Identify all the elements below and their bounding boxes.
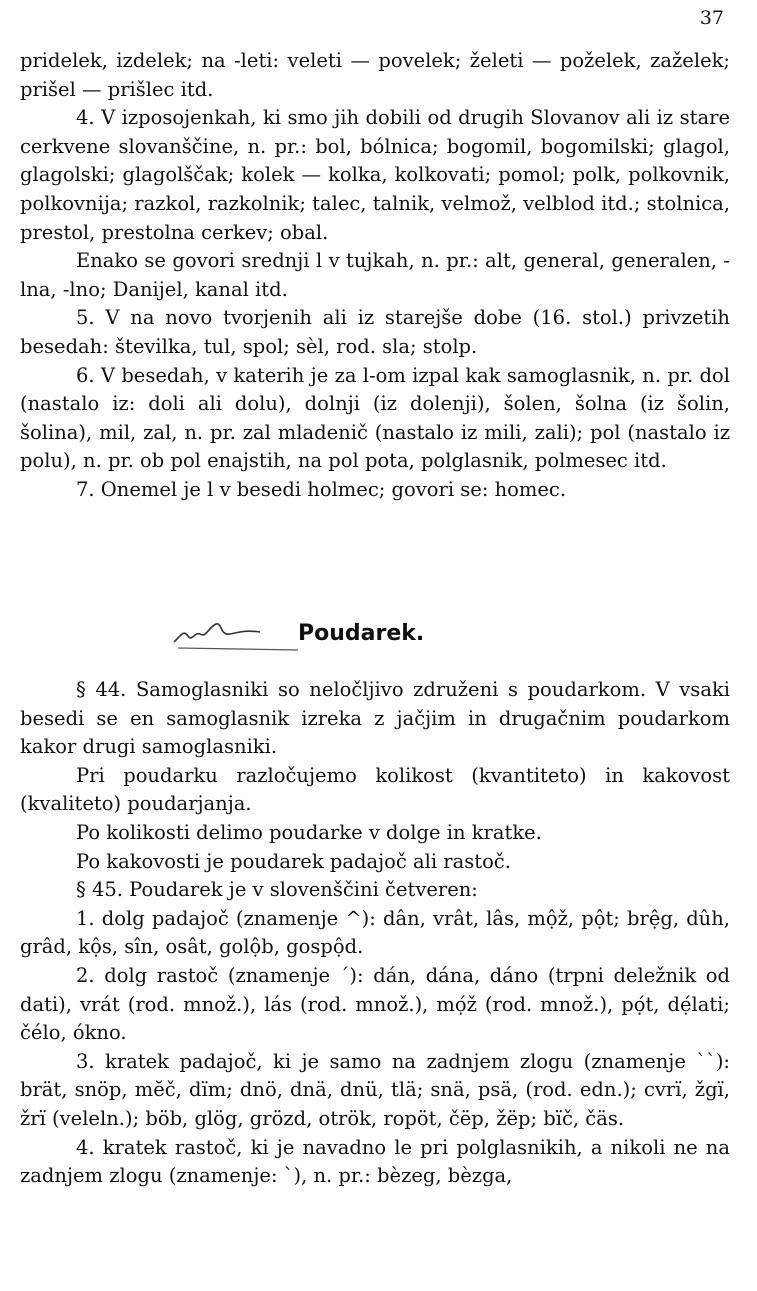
text-block-top [20, 47, 730, 505]
paragraph: 7. Onemel je l v besedi holmec; govori se: homec. [76, 477, 567, 501]
paragraph: Po kakovosti je poudarek padajoč ali rastoč. [76, 849, 511, 873]
section-heading: Poudarek. [298, 621, 425, 646]
paragraph: 1. dolg padajoč (znamenje ^): dân, vrât, lâs, mộž, pột; brệg, dûh, grâd, kộs, sîn, osât, golộb, gospộd. [20, 906, 730, 959]
paragraph: pridelek, izdelek; na -leti: veleti — povelek; želeti — poželek, zaželek; prišel — prišlec itd. [20, 49, 730, 101]
paragraph: 4. kratek rastoč, ki je navadno le pri polglasnikih, a nikoli ne na zadnjem zlogu (znamenje: `), n. pr.: bèzeg, bèzga, [20, 1135, 730, 1188]
handwritten-mark-icon [170, 612, 300, 652]
section-heading-area [20, 612, 730, 664]
paragraph: 5. V na novo tvorjenih ali iz starejše dobe (16. stol.) privzetih besedah: številka, tul, spol; sèl, rod. sla; stolp. [20, 306, 730, 358]
page-number: 37 [699, 7, 724, 29]
book-page [20, 0, 730, 1291]
paragraph: Po kolikosti delimo poudarke v dolge in kratke. [76, 820, 542, 844]
paragraph: Pri poudarku razločujemo kolikost (kvantiteto) in kakovost (kvaliteto) poudarjanja. [20, 763, 730, 816]
paragraph: 3. kratek padajoč, ki je samo na zadnjem zlogu (znamenje ``): brät, snöp, mĕč, dïm; dnö, dnä, dnü, tlä; snä, psä, (rod. edn.); cvrï, žgï, žrï (veleln.); böb, glög, grözd, otrök, ropöt, čëp, žëp; bïč, čäs. [20, 1049, 730, 1130]
paragraph: 6. V besedah, v katerih je za l-om izpal kak samoglasnik, n. pr. dol (nastalo iz: doli ali dolu), dolnji (iz dolenji), šolen, šolna (iz šolin, šolina), mil, zal, n. pr. zal mladenič (nastalo iz mili, zali); pol (nastalo iz polu), n. pr. ob pol enajstih, na pol pota, polglasnik, polmesec itd. [20, 363, 730, 473]
paragraph: Enako se govori srednji l v tujkah, n. pr.: alt, general, generalen, -lna, -lno; Danijel, kanal itd. [20, 249, 730, 301]
paragraph: § 44. Samoglasniki so neločljivo združeni s poudarkom. V vsaki besedi se en samoglasnik izreka z jačjim in drugačnim poudarkom kakor drugi samoglasniki. [20, 678, 730, 759]
paragraph: 4. V izposojenkah, ki smo jih dobili od drugih Slovanov ali iz stare cerkvene slovanščine, n. pr.: bol, bólnica; bogomil, bogomilski; glagol, glagolski; glagolščak; kolek — kolka, kolkovati; pomol; polk, polkovnik, polkovnija; razkol, razkolnik; talec, talnik, velmož, velblod itd.; stolnica, prestol, prestolna cerkev; obal. [20, 106, 730, 244]
text-block-bottom [20, 676, 730, 1191]
paragraph: 2. dolg rastoč (znamenje ´): dán, dána, dáno (trpni deležnik od dati), vrát (rod. množ.), lás (rod. množ.), mọ́ž (rod. množ.), pọ́t, dẹ́lati; čélo, ókno. [20, 963, 730, 1045]
paragraph: § 45. Poudarek je v slovenščini četveren: [76, 878, 478, 902]
